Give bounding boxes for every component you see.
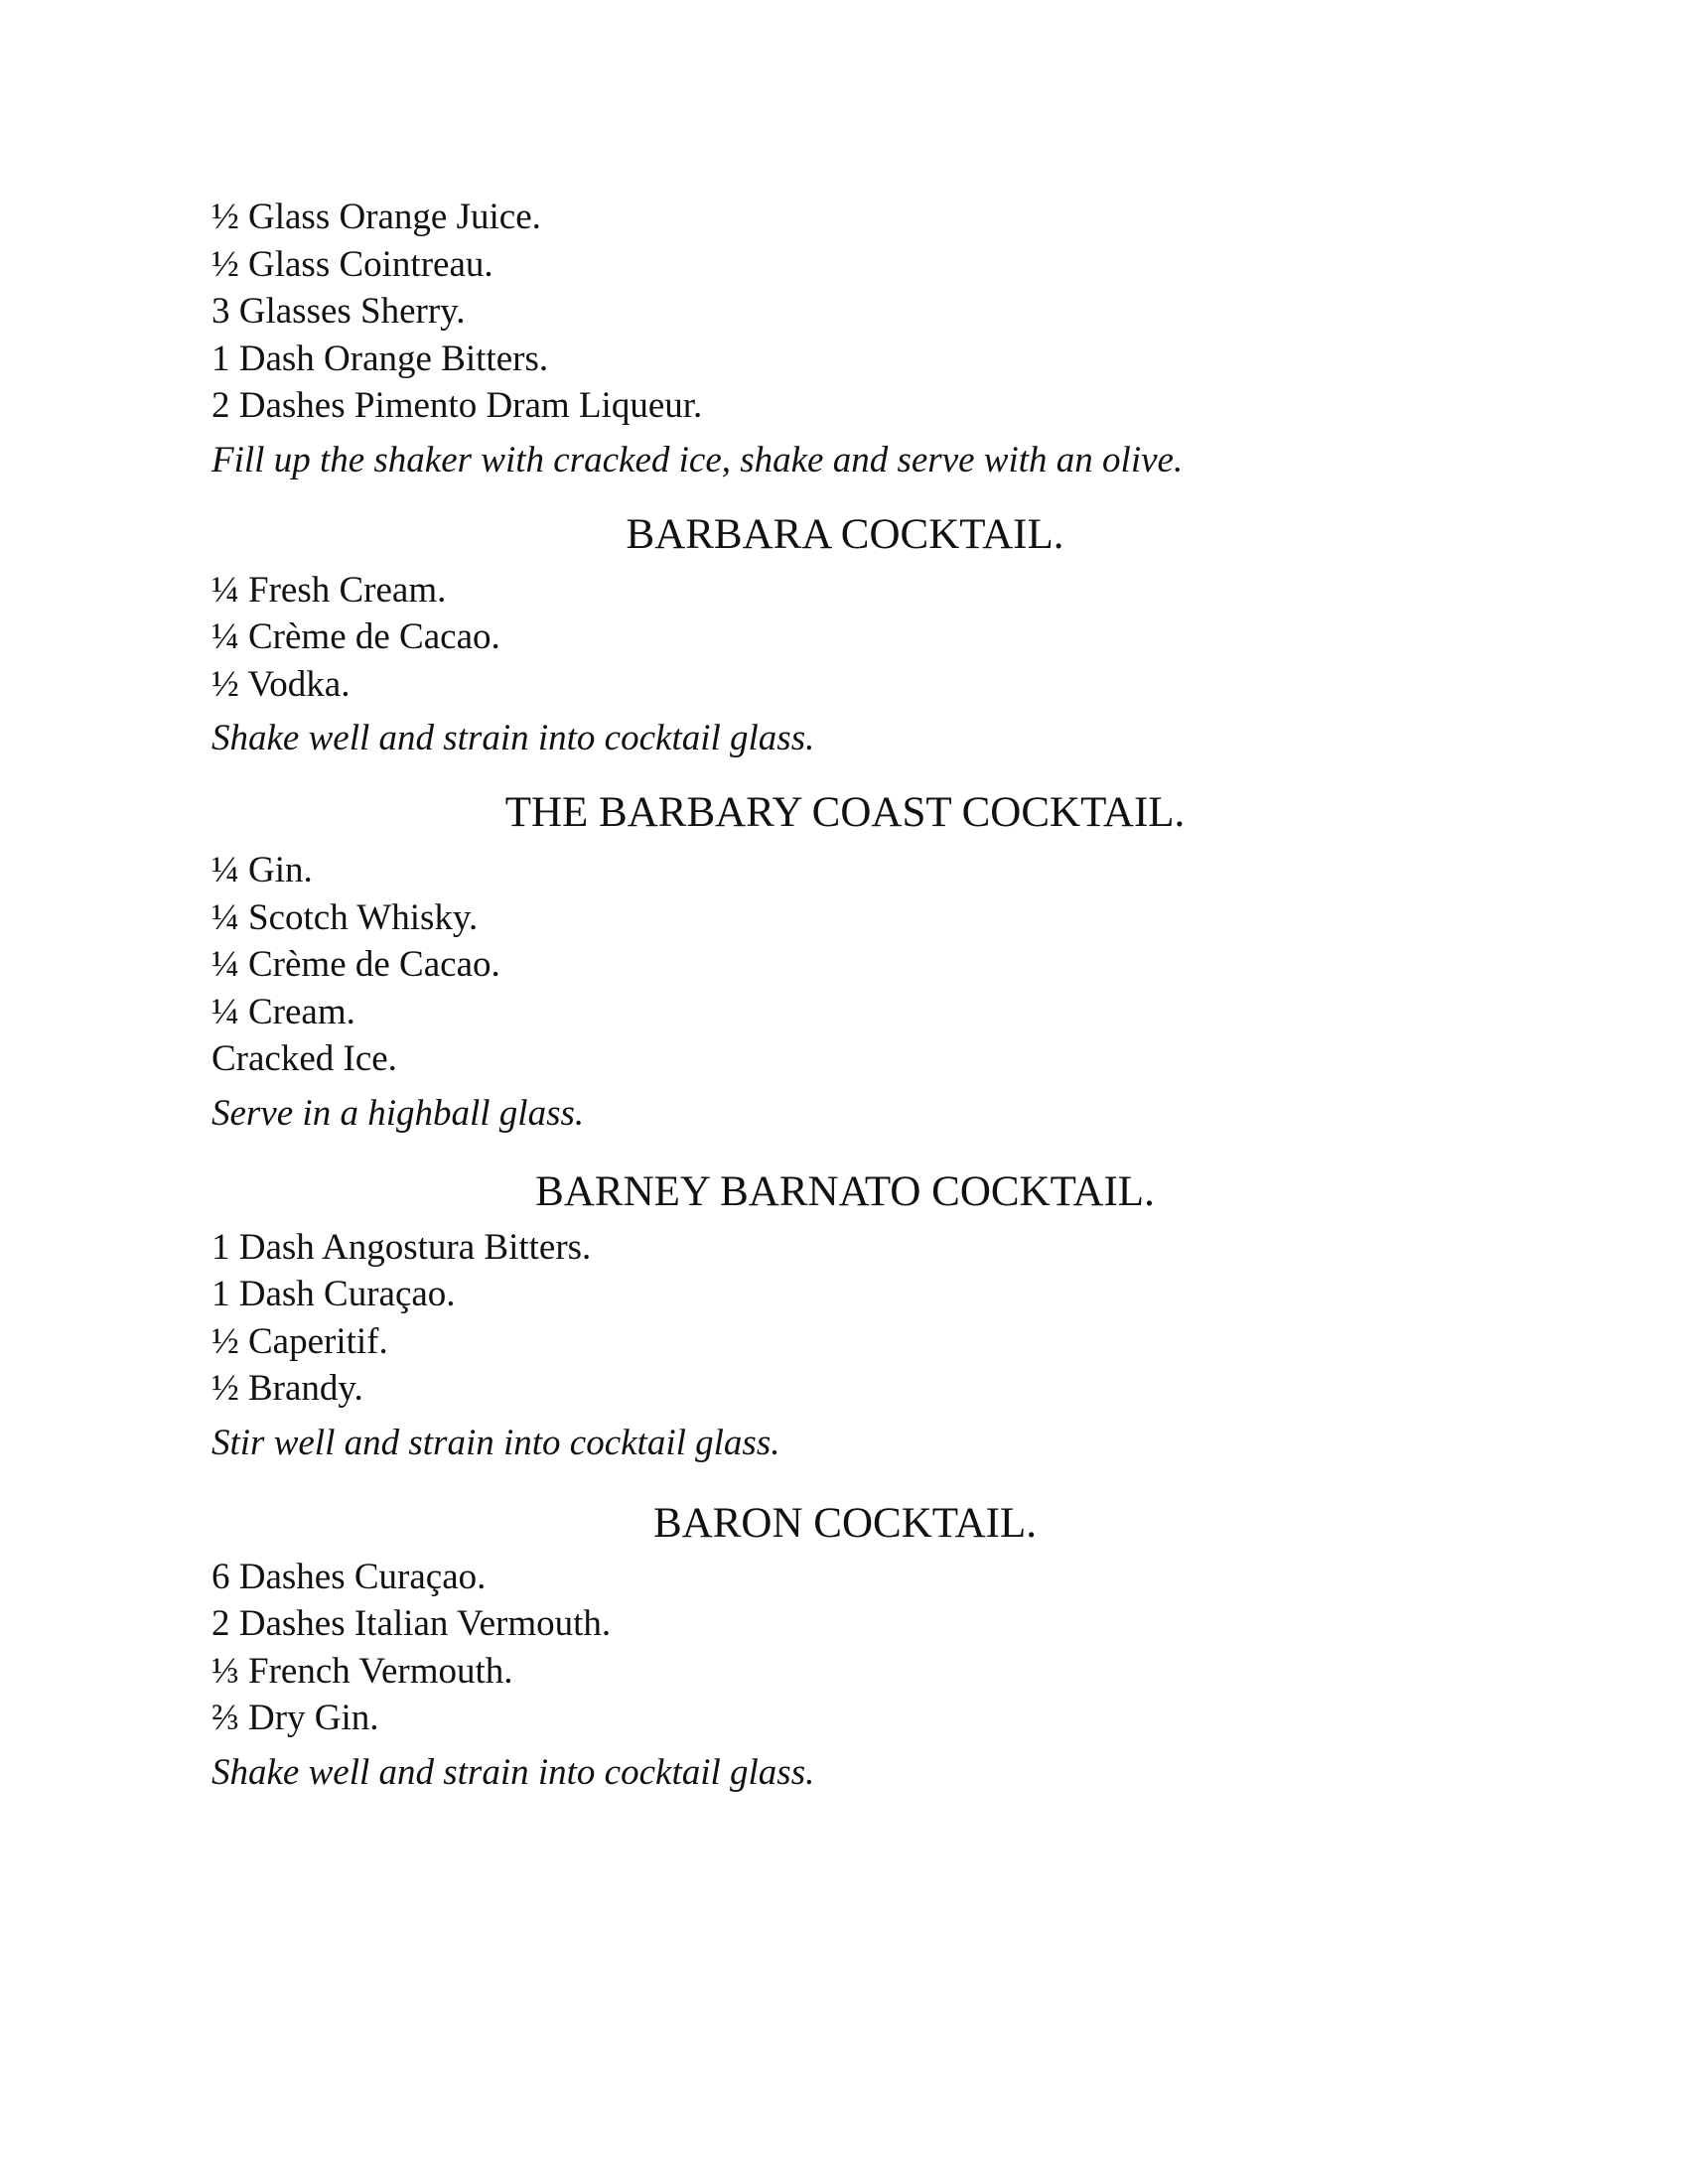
ingredient-line: 2 Dashes Pimento Dram Liqueur.	[211, 385, 703, 426]
recipe-barbary-coast	[211, 785, 1502, 1137]
recipe-instruction: Shake well and strain into cocktail glass.	[211, 718, 815, 758]
ingredient-line: ¼ Fresh Cream.	[211, 569, 447, 611]
ingredient-line: ½ Brandy.	[211, 1368, 363, 1409]
recipe-title: THE BARBARY COAST COCKTAIL.	[504, 789, 1186, 836]
ingredient-line: ¼ Cream.	[211, 991, 355, 1032]
ingredient-line: ½ Glass Orange Juice.	[211, 197, 541, 237]
ingredient-line: 1 Dash Orange Bitters.	[211, 338, 549, 379]
ingredient-line: ½ Vodka.	[211, 663, 351, 705]
ingredient-line: 3 Glasses Sherry.	[211, 291, 466, 332]
recipe-instruction: Fill up the shaker with cracked ice, shake and serve with an olive.	[211, 439, 1184, 480]
ingredient-line: ½ Caperitif.	[211, 1320, 388, 1362]
ingredient-line: 1 Dash Angostura Bitters.	[211, 1226, 592, 1268]
recipe-barbara	[211, 507, 1502, 762]
document-page	[211, 194, 1502, 1796]
ingredient-line: ¼ Scotch Whisky.	[211, 896, 479, 938]
ingredient-line: ¼ Gin.	[211, 850, 313, 890]
ingredient-line: Cracked Ice.	[211, 1038, 397, 1079]
recipe-title: BARON COCKTAIL.	[653, 1499, 1037, 1547]
ingredient-line: ¼ Crème de Cacao.	[211, 616, 500, 657]
recipe-title: BARBARA COCKTAIL.	[626, 510, 1064, 558]
recipe-continuation	[211, 194, 1502, 483]
ingredient-line: ⅓ French Vermouth.	[211, 1650, 513, 1692]
ingredient-line: 1 Dash Curaçao.	[211, 1274, 456, 1314]
recipe-instruction: Shake well and strain into cocktail glass.	[211, 1751, 815, 1793]
recipe-baron	[211, 1496, 1502, 1796]
ingredient-line: 6 Dashes Curaçao.	[211, 1556, 487, 1597]
recipe-instruction: Stir well and strain into cocktail glass.	[211, 1422, 780, 1463]
recipe-title: BARNEY BARNATO COCKTAIL.	[535, 1167, 1155, 1215]
recipe-barney-barnato	[211, 1164, 1502, 1466]
ingredient-line: 2 Dashes Italian Vermouth.	[211, 1603, 612, 1644]
recipe-instruction: Serve in a highball glass.	[211, 1092, 585, 1134]
ingredient-line: ⅔ Dry Gin.	[211, 1698, 379, 1738]
ingredient-line: ½ Glass Cointreau.	[211, 243, 493, 285]
ingredient-line: ¼ Crème de Cacao.	[211, 944, 500, 985]
